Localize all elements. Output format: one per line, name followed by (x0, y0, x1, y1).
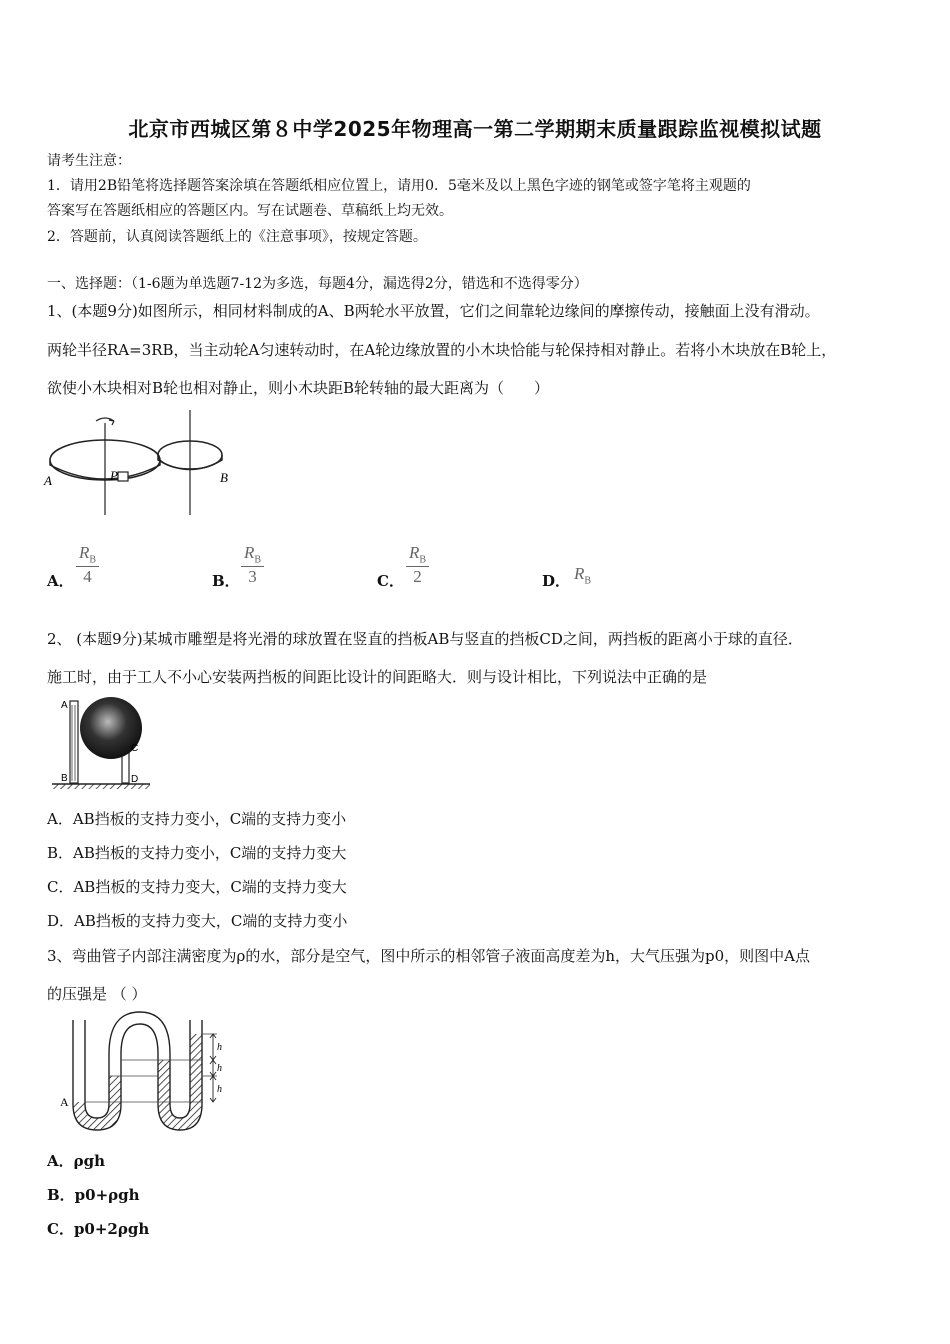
notice-line-1b: 答案写在答题纸相应的答题区内。写在试题卷、草稿纸上均无效。 (47, 203, 453, 219)
q1-option-d-value (574, 564, 591, 586)
q3-option-c: C．p0+2ρgh (47, 1220, 150, 1238)
q1-option-a-fraction (76, 543, 99, 587)
q2-fig-label-d: D (131, 774, 139, 785)
q1-stem-line-2: 两轮半径RA=3RB，当主动轮A匀速转动时，在A轮边缘放置的小木块恰能与轮保持相对静止。若将小木块放在B轮上， (47, 341, 837, 359)
notice-heading: 请考生注意： (47, 153, 131, 169)
q1-option-b-den: 3 (248, 567, 257, 587)
q1-option-c-num: R (409, 543, 420, 562)
q3-option-a: A．ρgh (47, 1152, 106, 1170)
q2-option-d: D．AB挡板的支持力变大，C端的支持力变小 (47, 912, 348, 930)
q1-option-b-label: B． (212, 572, 240, 590)
q1-option-d-num: R (574, 564, 585, 583)
q3-stem-line-1: 3、弯曲管子内部注满密度为ρ的水，部分是空气，图中所示的相邻管子液面高度差为h，大气压强为p0，则图中A点 (47, 947, 811, 965)
page-title: 北京市西城区第８中学2025年物理高一第二学期期末质量跟踪监视模拟试题 (128, 117, 822, 141)
section-heading: 一、选择题：（1-6题为单选题7-12为多选，每题4分，漏选得2分，错选和不选得零分） (47, 276, 588, 292)
notice-line-2: 2．答题前，认真阅读答题纸上的《注意事项》，按规定答题。 (47, 229, 427, 245)
q2-fig-label-c: C (131, 743, 139, 754)
q3-option-b: B．p0+ρgh (47, 1186, 140, 1204)
q1-stem-line-1: 1、(本题9分)如图所示，相同材料制成的A、B两轮水平放置，它们之间靠轮边缘间的摩擦传动，接触面上没有滑动。 (47, 302, 820, 320)
q2-option-c: C．AB挡板的支持力变大，C端的支持力变大 (47, 878, 347, 896)
q1-option-b-num: R (244, 543, 255, 562)
q2-ball-figure (50, 693, 160, 793)
q1-option-b-sub: B (254, 554, 262, 566)
q3-fig-label-h2: h (217, 1063, 222, 1074)
q3-fig-label-h3: h (217, 1084, 222, 1095)
q1-fig-label-b: B (220, 470, 228, 485)
q1-fig-label-p: P (110, 468, 118, 483)
q1-option-d-label: D． (542, 572, 571, 590)
q1-wheels-figure (40, 405, 240, 520)
q1-option-a-sub: B (89, 554, 97, 566)
notice-line-1: 1．请用2B铅笔将选择题答案涂填在答题纸相应位置上，请用0．5毫米及以上黑色字迹的钢笔或签字笔将主观题的 (47, 178, 751, 194)
q1-option-a-num: R (79, 543, 90, 562)
q2-stem-line-1: 2、 (本题9分)某城市雕塑是将光滑的球放置在竖直的挡板AB与竖直的挡板CD之间，两挡板的距离小于球的直径． (47, 630, 803, 648)
q1-option-c-den: 2 (413, 567, 422, 587)
q2-option-a: A．AB挡板的支持力变小，C端的支持力变小 (47, 810, 347, 828)
q3-tube-figure (55, 1012, 235, 1137)
q3-stem-line-2: 的压强是 （ ） (47, 985, 147, 1003)
q2-option-b: B．AB挡板的支持力变小，C端的支持力变大 (47, 844, 347, 862)
q2-fig-label-b: B (61, 773, 68, 784)
q1-option-c-fraction (406, 543, 429, 587)
q1-option-a-label: A． (47, 572, 74, 590)
q1-option-c-sub: B (419, 554, 427, 566)
q1-option-a-den: 4 (83, 567, 92, 587)
q1-fig-label-a: A (44, 473, 52, 488)
q1-option-b-fraction (241, 543, 264, 587)
q1-option-d-sub: B (584, 575, 592, 587)
q2-fig-label-a: A (61, 700, 68, 711)
q2-stem-line-2: 施工时，由于工人不小心安装两挡板的间距比设计的间距略大．则与设计相比，下列说法中正确的是 (47, 668, 708, 686)
q3-fig-label-h1: h (217, 1042, 222, 1053)
q3-fig-label-a: A (60, 1095, 69, 1109)
q1-stem-line-3: 欲使小木块相对B轮也相对静止，则小木块距B轮转轴的最大距离为（ ） (47, 379, 550, 397)
q1-option-c-label: C． (377, 572, 404, 590)
